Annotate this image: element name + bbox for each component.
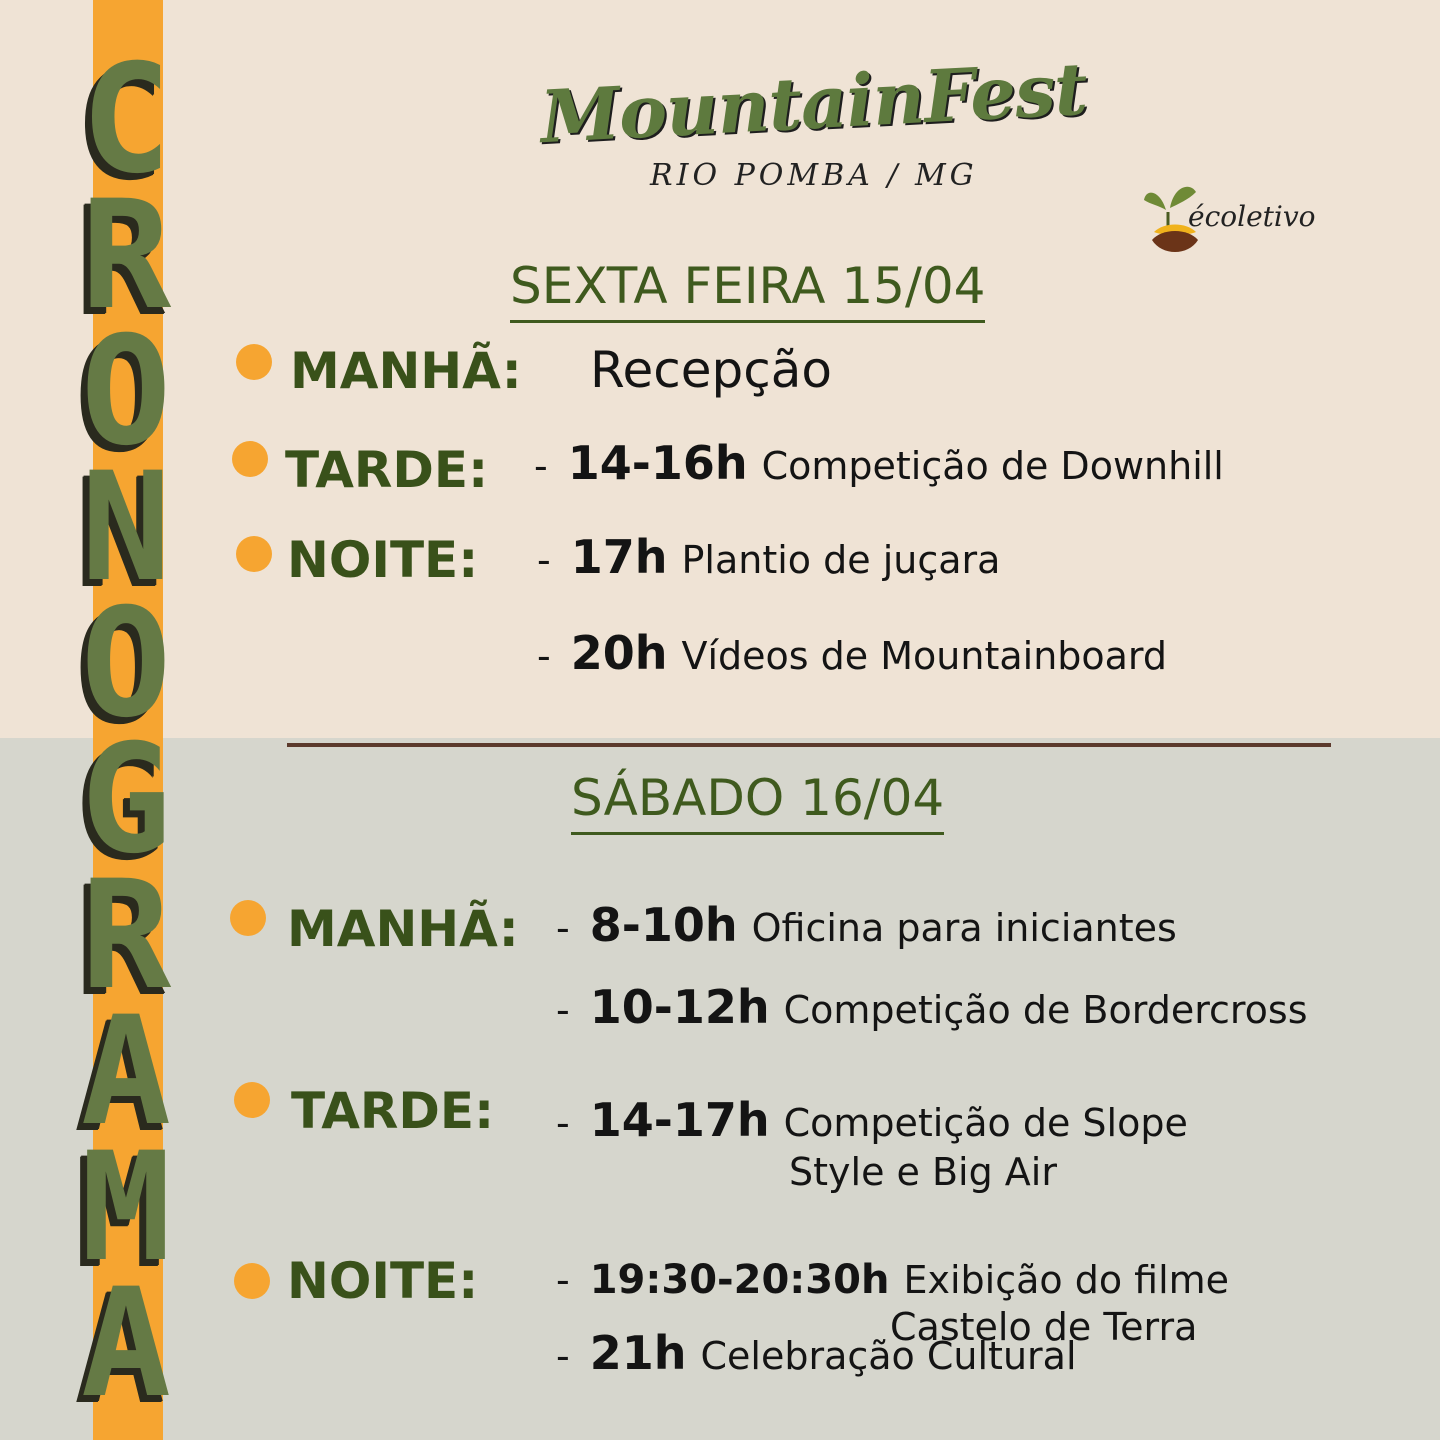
bullet-icon [234,1263,270,1299]
logo-subtitle: RIO POMBA / MG [650,158,978,193]
event-item [556,898,1177,953]
vertical-title [46,33,206,1431]
event-time: 14-16h [567,436,748,490]
bullet-icon [236,536,272,572]
bullet-icon [232,441,268,477]
sponsor-name: écoletivo [1188,200,1316,233]
event-text: Exibição do filme [903,1258,1230,1302]
event-text: Competição de Slope [783,1101,1188,1145]
event-item [556,1256,1229,1304]
vertical-title-letter: M [80,1121,172,1295]
bullet-icon [234,1082,270,1118]
event-time: 21h [589,1326,687,1380]
mountainfest-logo [520,45,1089,210]
period-label: TARDE: [291,1082,495,1140]
event-text: Celebração Cultural [700,1334,1077,1378]
event-text: Competição de Bordercross [783,988,1308,1032]
vertical-title-letter: R [80,849,172,1023]
event-item [537,626,1167,681]
event-dash: - [556,1258,570,1302]
event-dash: - [534,444,548,488]
day-title-saturday: SÁBADO 16/04 [571,770,944,835]
period-label: MANHÃ: [290,342,522,400]
section-divider [287,743,1331,747]
event-continuation: Style e Big Air [789,1150,1057,1194]
vertical-title-letter: G [80,713,172,887]
event-time: 19:30-20:30h [589,1257,890,1303]
event-text: Vídeos de Mountainboard [681,634,1168,678]
vertical-title-letter: A [80,985,172,1159]
logo-title: MountainFest [538,45,1089,160]
period-label: TARDE: [285,441,489,499]
event-text: Recepção [590,341,832,399]
event-time: 10-12h [589,980,770,1034]
event-dash: - [556,906,570,950]
event-item [537,530,1000,585]
event-dash: - [556,1334,570,1378]
day-title-friday: SEXTA FEIRA 15/04 [510,258,985,323]
vertical-title-letter: R [80,169,172,343]
period-label: MANHÃ: [287,900,519,958]
vertical-title-letter: O [80,305,172,479]
event-item [556,1326,1077,1381]
event-dash: - [556,1101,570,1145]
event-time: 20h [570,626,668,680]
event-time: 14-17h [589,1093,770,1147]
bullet-icon [236,344,272,380]
event-dash: - [537,634,551,678]
bullet-icon [230,900,266,936]
event-time: 8-10h [589,898,738,952]
vertical-title-letter: A [80,1257,172,1431]
event-dash: - [537,538,551,582]
event-time: 17h [570,530,668,584]
event-text: Oficina para iniciantes [751,906,1177,950]
period-label: NOITE: [287,1252,479,1310]
event-text: Plantio de juçara [681,538,1001,582]
event-continuation: Castelo de Terra [890,1305,1198,1349]
vertical-title-letter: O [80,577,172,751]
vertical-title-letter: C [80,33,172,207]
period-label: NOITE: [287,531,479,589]
vertical-title-letter: N [80,441,172,615]
event-text: Competição de Downhill [761,444,1224,488]
event-dash: - [556,988,570,1032]
event-item [556,980,1308,1035]
sponsor-logo [1140,170,1340,270]
event-item [556,1093,1188,1148]
event-item [534,436,1224,491]
event-item [590,340,832,400]
